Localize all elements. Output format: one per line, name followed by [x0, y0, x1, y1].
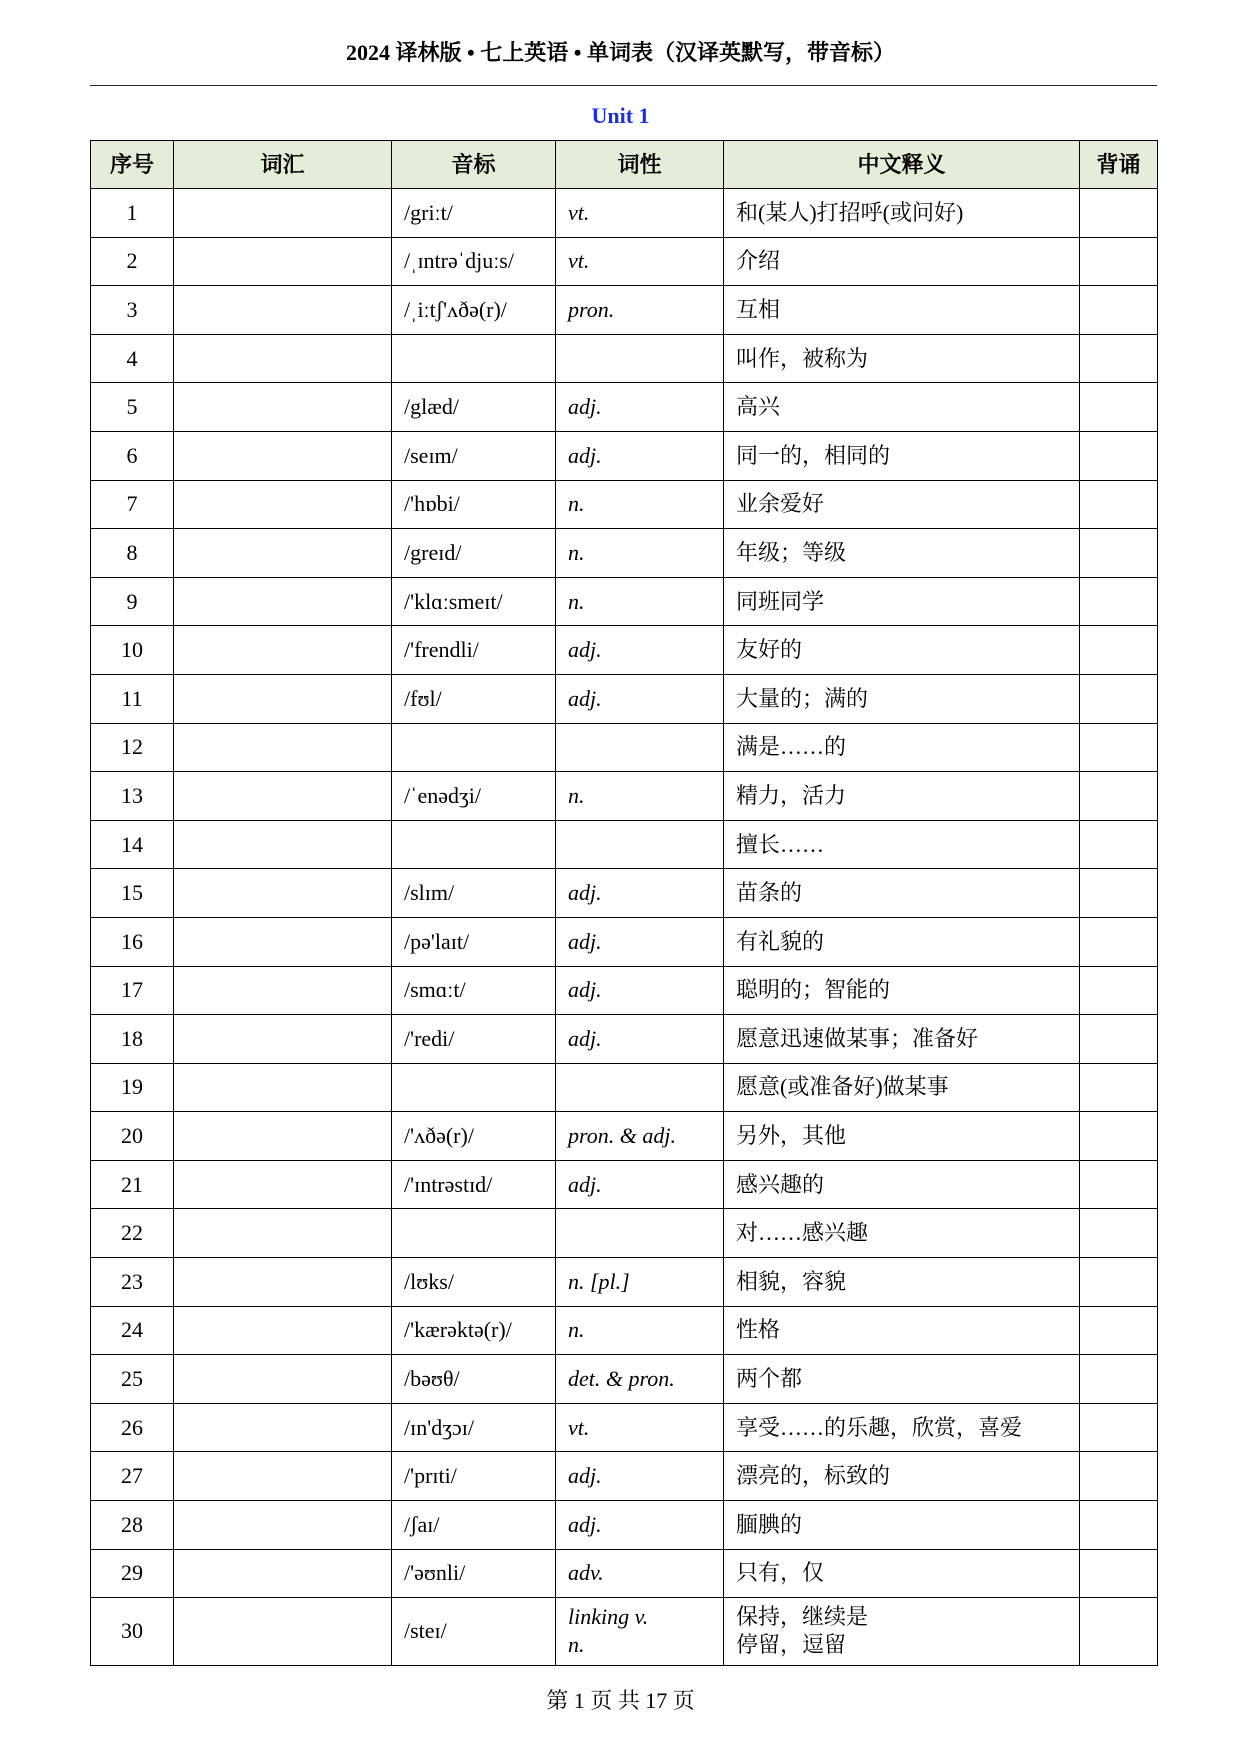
pos-cell: pron. [556, 286, 724, 335]
word-cell [174, 1112, 392, 1161]
table-row [91, 1160, 1158, 1209]
phonetic-cell: /'klɑːsmeɪt/ [392, 577, 556, 626]
pos-cell: adj. [556, 1452, 724, 1501]
pos-cell: n. [556, 577, 724, 626]
recite-cell [1080, 772, 1158, 821]
meaning-cell: 腼腆的 [724, 1501, 1080, 1550]
table-row [91, 1501, 1158, 1550]
document-title: 2024 译林版 • 七上英语 • 单词表（汉译英默写，带音标） [346, 40, 895, 65]
header-pos: 词性 [556, 141, 724, 189]
recite-cell [1080, 674, 1158, 723]
word-cell [174, 1452, 392, 1501]
table-row [91, 1015, 1158, 1064]
index-cell: 7 [91, 480, 174, 529]
phonetic-cell: /ˌiːtʃ'ʌðə(r)/ [392, 286, 556, 335]
index-cell: 26 [91, 1403, 174, 1452]
meaning-cell: 漂亮的，标致的 [724, 1452, 1080, 1501]
phonetic-cell: /ˌɪntrəˈdjuːs/ [392, 237, 556, 286]
word-cell [174, 431, 392, 480]
phonetic-cell: /greɪd/ [392, 529, 556, 578]
recite-cell [1080, 1403, 1158, 1452]
index-cell: 25 [91, 1355, 174, 1404]
header-row [91, 141, 1158, 189]
meaning-cell: 只有，仅 [724, 1549, 1080, 1598]
pos-cell: det. & pron. [556, 1355, 724, 1404]
pos-cell: n. [pl.] [556, 1258, 724, 1307]
recite-cell [1080, 189, 1158, 238]
index-cell: 19 [91, 1063, 174, 1112]
table-row [91, 480, 1158, 529]
meaning-cell: 有礼貌的 [724, 917, 1080, 966]
meaning-cell: 叫作，被称为 [724, 334, 1080, 383]
table-header [91, 141, 1158, 189]
recite-cell [1080, 1501, 1158, 1550]
table-row [91, 966, 1158, 1015]
header-word: 词汇 [174, 141, 392, 189]
word-cell [174, 674, 392, 723]
meaning-cell: 互相 [724, 286, 1080, 335]
unit-heading: Unit 1 [591, 103, 650, 128]
recite-cell [1080, 1452, 1158, 1501]
table-row [91, 431, 1158, 480]
phonetic-cell [392, 334, 556, 383]
table-row [91, 1598, 1158, 1666]
pos-cell [556, 723, 724, 772]
table-row [91, 1209, 1158, 1258]
header-phonetic: 音标 [392, 141, 556, 189]
pos-cell: adj. [556, 966, 724, 1015]
phonetic-cell: /'ʌðə(r)/ [392, 1112, 556, 1161]
index-cell: 21 [91, 1160, 174, 1209]
meaning-cell: 感兴趣的 [724, 1160, 1080, 1209]
pos-cell [556, 1209, 724, 1258]
index-cell: 10 [91, 626, 174, 675]
phonetic-cell: /griːt/ [392, 189, 556, 238]
phonetic-cell: /ˈenədʒi/ [392, 772, 556, 821]
pos-cell: adv. [556, 1549, 724, 1598]
table-row [91, 674, 1158, 723]
recite-cell [1080, 1160, 1158, 1209]
index-cell: 28 [91, 1501, 174, 1550]
phonetic-cell: /'frendli/ [392, 626, 556, 675]
meaning-cell: 另外，其他 [724, 1112, 1080, 1161]
index-cell: 18 [91, 1015, 174, 1064]
recite-cell [1080, 1306, 1158, 1355]
index-cell: 4 [91, 334, 174, 383]
pos-cell: pron. & adj. [556, 1112, 724, 1161]
table-row [91, 626, 1158, 675]
recite-cell [1080, 286, 1158, 335]
pos-cell: adj. [556, 431, 724, 480]
table-row [91, 529, 1158, 578]
index-cell: 30 [91, 1598, 174, 1666]
index-cell: 24 [91, 1306, 174, 1355]
word-cell [174, 1549, 392, 1598]
recite-cell [1080, 1015, 1158, 1064]
recite-cell [1080, 966, 1158, 1015]
index-cell: 9 [91, 577, 174, 626]
table-row [91, 577, 1158, 626]
index-cell: 11 [91, 674, 174, 723]
pos-cell [556, 820, 724, 869]
word-cell [174, 334, 392, 383]
phonetic-cell: /seɪm/ [392, 431, 556, 480]
index-cell: 1 [91, 189, 174, 238]
meaning-cell: 年级；等级 [724, 529, 1080, 578]
recite-cell [1080, 869, 1158, 918]
table-row [91, 723, 1158, 772]
vocab-table-body [91, 189, 1158, 1666]
index-cell: 12 [91, 723, 174, 772]
recite-cell [1080, 820, 1158, 869]
phonetic-cell: /'hɒbi/ [392, 480, 556, 529]
word-cell [174, 1403, 392, 1452]
word-cell [174, 966, 392, 1015]
recite-cell [1080, 383, 1158, 432]
phonetic-cell: /'əʊnli/ [392, 1549, 556, 1598]
meaning-cell: 相貌，容貌 [724, 1258, 1080, 1307]
recite-cell [1080, 480, 1158, 529]
recite-cell [1080, 626, 1158, 675]
header-recite: 背诵 [1080, 141, 1158, 189]
phonetic-cell: /'kærəktə(r)/ [392, 1306, 556, 1355]
phonetic-cell: /'prɪti/ [392, 1452, 556, 1501]
table-row [91, 334, 1158, 383]
phonetic-cell: /steɪ/ [392, 1598, 556, 1666]
phonetic-cell: /pə'laɪt/ [392, 917, 556, 966]
phonetic-cell [392, 723, 556, 772]
word-cell [174, 480, 392, 529]
recite-cell [1080, 1209, 1158, 1258]
meaning-cell: 介绍 [724, 237, 1080, 286]
index-cell: 3 [91, 286, 174, 335]
phonetic-cell: /bəʊθ/ [392, 1355, 556, 1404]
meaning-cell: 擅长…… [724, 820, 1080, 869]
word-cell [174, 529, 392, 578]
pos-cell: adj. [556, 1501, 724, 1550]
pos-cell: vt. [556, 237, 724, 286]
meaning-cell: 苗条的 [724, 869, 1080, 918]
pos-cell [556, 1063, 724, 1112]
index-cell: 17 [91, 966, 174, 1015]
phonetic-cell: /lʊks/ [392, 1258, 556, 1307]
phonetic-cell: /fʊl/ [392, 674, 556, 723]
recite-cell [1080, 1549, 1158, 1598]
table-row [91, 1112, 1158, 1161]
pos-cell: vt. [556, 189, 724, 238]
index-cell: 13 [91, 772, 174, 821]
word-cell [174, 237, 392, 286]
vocabulary-table [90, 140, 1158, 1666]
header-meaning: 中文释义 [724, 141, 1080, 189]
index-cell: 20 [91, 1112, 174, 1161]
meaning-cell: 和(某人)打招呼(或问好) [724, 189, 1080, 238]
meaning-cell: 大量的；满的 [724, 674, 1080, 723]
word-cell [174, 286, 392, 335]
meaning-cell: 精力，活力 [724, 772, 1080, 821]
index-cell: 16 [91, 917, 174, 966]
phonetic-cell: /ɪn'dʒɔɪ/ [392, 1403, 556, 1452]
meaning-cell: 愿意迅速做某事；准备好 [724, 1015, 1080, 1064]
recite-cell [1080, 1258, 1158, 1307]
pos-cell [556, 334, 724, 383]
phonetic-cell: /smɑːt/ [392, 966, 556, 1015]
word-cell [174, 1306, 392, 1355]
meaning-cell: 同班同学 [724, 577, 1080, 626]
phonetic-cell [392, 1209, 556, 1258]
table-row [91, 820, 1158, 869]
phonetic-cell: /glæd/ [392, 383, 556, 432]
page-footer: 第 1 页 共 17 页 [546, 1688, 695, 1713]
word-cell [174, 626, 392, 675]
recite-cell [1080, 431, 1158, 480]
phonetic-cell [392, 820, 556, 869]
pos-cell: adj. [556, 869, 724, 918]
pos-cell: n. [556, 529, 724, 578]
index-cell: 15 [91, 869, 174, 918]
word-cell [174, 723, 392, 772]
index-cell: 29 [91, 1549, 174, 1598]
meaning-cell: 满是……的 [724, 723, 1080, 772]
word-cell [174, 869, 392, 918]
word-cell [174, 1160, 392, 1209]
recite-cell [1080, 1063, 1158, 1112]
recite-cell [1080, 1598, 1158, 1666]
pos-cell: vt. [556, 1403, 724, 1452]
table-row [91, 1063, 1158, 1112]
index-cell: 23 [91, 1258, 174, 1307]
table-row [91, 772, 1158, 821]
word-cell [174, 820, 392, 869]
title-divider [90, 85, 1157, 86]
index-cell: 6 [91, 431, 174, 480]
recite-cell [1080, 917, 1158, 966]
index-cell: 8 [91, 529, 174, 578]
index-cell: 2 [91, 237, 174, 286]
table-row [91, 383, 1158, 432]
pos-cell: adj. [556, 383, 724, 432]
meaning-cell: 性格 [724, 1306, 1080, 1355]
pos-cell: linking v. n. [556, 1598, 724, 1666]
meaning-cell: 聪明的；智能的 [724, 966, 1080, 1015]
word-cell [174, 189, 392, 238]
phonetic-cell: /'redi/ [392, 1015, 556, 1064]
meaning-cell: 保持，继续是 停留，逗留 [724, 1598, 1080, 1666]
table-row [91, 189, 1158, 238]
header-index: 序号 [91, 141, 174, 189]
word-cell [174, 577, 392, 626]
table-row [91, 1549, 1158, 1598]
pos-cell: adj. [556, 1160, 724, 1209]
index-cell: 27 [91, 1452, 174, 1501]
pos-cell: adj. [556, 1015, 724, 1064]
pos-cell: adj. [556, 917, 724, 966]
word-cell [174, 1258, 392, 1307]
recite-cell [1080, 577, 1158, 626]
pos-cell: n. [556, 1306, 724, 1355]
word-cell [174, 1063, 392, 1112]
table-row [91, 1306, 1158, 1355]
meaning-cell: 对……感兴趣 [724, 1209, 1080, 1258]
phonetic-cell: /slɪm/ [392, 869, 556, 918]
index-cell: 14 [91, 820, 174, 869]
table-row [91, 286, 1158, 335]
word-cell [174, 1209, 392, 1258]
recite-cell [1080, 723, 1158, 772]
meaning-cell: 两个都 [724, 1355, 1080, 1404]
pos-cell: n. [556, 772, 724, 821]
table-row [91, 237, 1158, 286]
word-cell [174, 383, 392, 432]
recite-cell [1080, 237, 1158, 286]
index-cell: 5 [91, 383, 174, 432]
word-cell [174, 1355, 392, 1404]
meaning-cell: 同一的，相同的 [724, 431, 1080, 480]
word-cell [174, 1501, 392, 1550]
word-cell [174, 1598, 392, 1666]
table-row [91, 1258, 1158, 1307]
meaning-cell: 高兴 [724, 383, 1080, 432]
recite-cell [1080, 1355, 1158, 1404]
pos-cell: n. [556, 480, 724, 529]
phonetic-cell: /'ɪntrəstɪd/ [392, 1160, 556, 1209]
index-cell: 22 [91, 1209, 174, 1258]
word-cell [174, 1015, 392, 1064]
table-row [91, 1452, 1158, 1501]
meaning-cell: 业余爱好 [724, 480, 1080, 529]
table-row [91, 1403, 1158, 1452]
pos-cell: adj. [556, 626, 724, 675]
word-cell [174, 772, 392, 821]
recite-cell [1080, 529, 1158, 578]
meaning-cell: 享受……的乐趣，欣赏，喜爱 [724, 1403, 1080, 1452]
table-row [91, 869, 1158, 918]
pos-cell: adj. [556, 674, 724, 723]
meaning-cell: 友好的 [724, 626, 1080, 675]
phonetic-cell: /ʃaɪ/ [392, 1501, 556, 1550]
recite-cell [1080, 334, 1158, 383]
phonetic-cell [392, 1063, 556, 1112]
recite-cell [1080, 1112, 1158, 1161]
table-row [91, 917, 1158, 966]
meaning-cell: 愿意(或准备好)做某事 [724, 1063, 1080, 1112]
table-row [91, 1355, 1158, 1404]
word-cell [174, 917, 392, 966]
